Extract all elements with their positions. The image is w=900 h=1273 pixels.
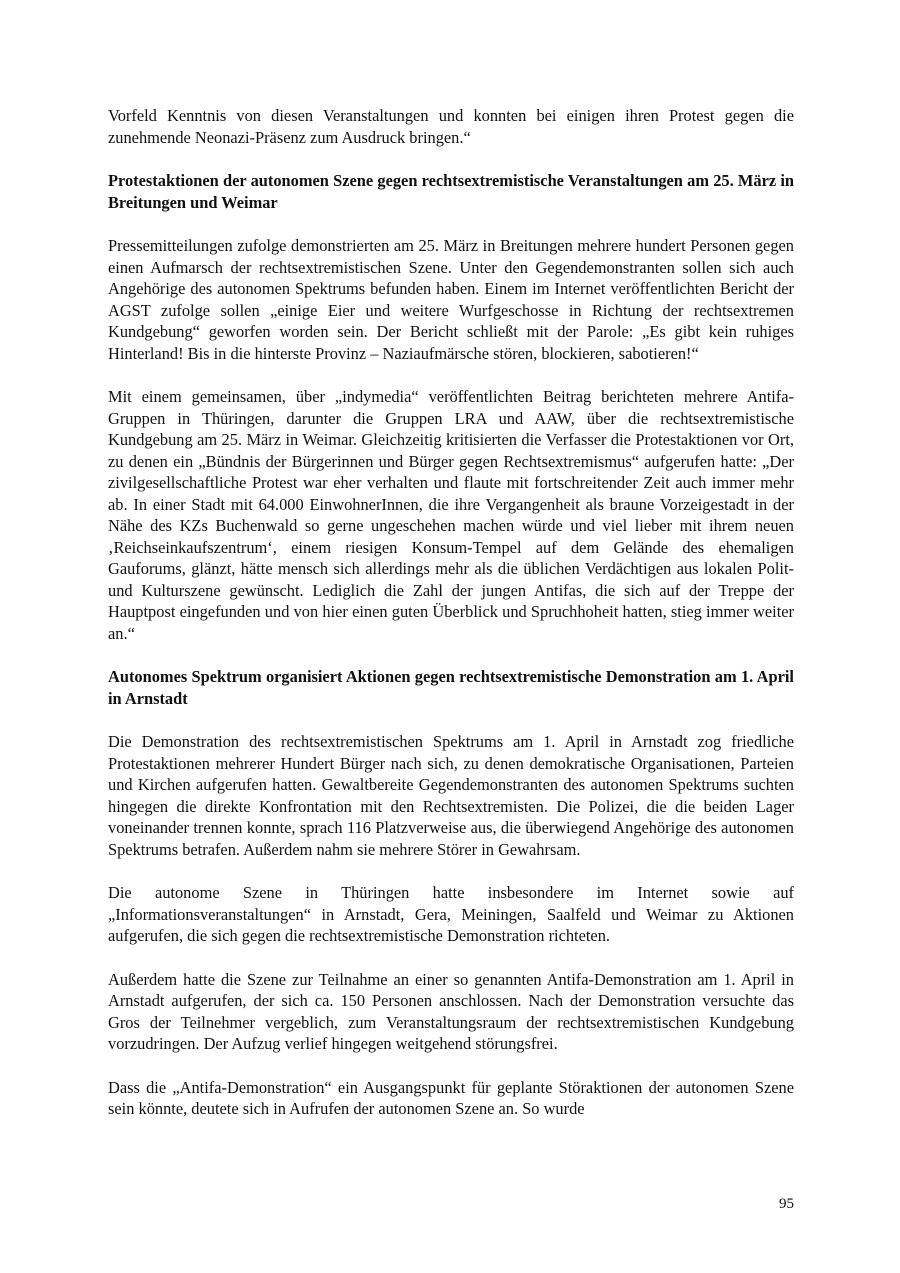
paragraph-arnstadt-protests: Die Demonstration des rechtsextremistischen Spektrums am 1. April in Arnstadt zog friedliche Protestaktionen mehrerer Hundert Bürger nach sich, zu denen demokratische Organisationen, Parteien und Kirchen aufgerufen hatten. Gewaltbereite Gegendemonstranten des autonomen Spektrums suchten hingegen die direkte Konfrontation mit den Rechtsextremisten. Die Polizei, die die beiden Lager voneinander trennen konnte, sprach 116 Platzverweise aus, die überwiegend Angehörige des autonomen Spektrums betrafen. Außerdem nahm sie mehrere Störer in Gewahrsam. — [108, 732, 794, 859]
paragraph-arnstadt-calls: Die autonome Szene in Thüringen hatte insbesondere im Internet sowie auf „Informationsveranstaltungen“ in Arnstadt, Gera, Meiningen, Saalfeld und Weimar zu Aktionen aufgerufen, die sich gegen die rechtsextremistische Demonstration richteten. — [108, 883, 794, 945]
paragraph-disruption-plans: Dass die „Antifa-Demonstration“ ein Ausgangspunkt für geplante Störaktionen der autonomen Szene sein könnte, deutete sich in Aufrufen der autonomen Szene an. So wurde — [108, 1077, 794, 1118]
paragraph-continuation: Vorfeld Kenntnis von diesen Veranstaltungen und konnten bei einigen ihren Protest gegen die zunehmende Neonazi-Präsenz zum Ausdruck bringen.“ — [108, 106, 794, 147]
section-heading-arnstadt: Autonomes Spektrum organisiert Aktionen gegen rechtsextremistische Demonstration am 1. April in Arnstadt — [108, 667, 794, 708]
document-page — [108, 105, 794, 1142]
page-number: 95 — [779, 1196, 794, 1212]
paragraph-weimar: Mit einem gemeinsamen, über „indymedia“ veröffentlichten Beitrag berichteten mehrere Antifa-Gruppen in Thüringen, darunter die Gruppen LRA und AAW, über die rechtsextremistische Kundgebung am 25. März in Weimar. Gleichzeitig kritisierten die Verfasser die Protestaktionen vor Ort, zu denen ein „Bündnis der Bürgerinnen und Bürger gegen Rechtsextremismus“ aufgerufen hatte: „Der zivilgesellschaftliche Protest war eher verhalten und flaute mit fortschreitender Zeit auch immer mehr ab. In einer Stadt mit 64.000 EinwohnerInnen, die ihre Vergangenheit als braune Vorzeigestadt in der Nähe des KZs Buchenwald so gerne ungeschehen machen würde und viel lieber mit ihrem neuen ‚Reichseinkaufszentrum‘, einem riesigen Konsum-Tempel auf dem Gelände des ehemaligen Gauforums, glänzt, hätte mensch sich allerdings mehr als die üblichen Verdächtigen aus lokalen Polit- und Kulturszene gewünscht. Lediglich die Zahl der jungen Antifas, die sich auf der Treppe der Hauptpost eingefunden und von hier einen guten Überblick und Spruchhoheit hatten, stieg immer weiter an.“ — [108, 387, 794, 643]
paragraph-breitungen: Pressemitteilungen zufolge demonstrierten am 25. März in Breitungen mehrere hundert Personen gegen einen Aufmarsch der rechtsextremistischen Szene. Unter den Gegendemonstranten sollen sich auch Angehörige des autonomen Spektrums befunden haben. Einem im Internet veröffentlichten Bericht der AGST zufolge sollen „einige Eier und weitere Wurfgeschosse in Richtung der rechtsextremen Kundgebung“ geworfen worden sein. Der Bericht schließt mit der Parole: „Es gibt kein ruhiges Hinterland! Bis in die hinterste Provinz – Naziaufmärsche stören, blockieren, sabotieren!“ — [108, 236, 794, 363]
section-heading-breitungen-weimar: Protestaktionen der autonomen Szene gegen rechtsextremistische Veranstaltungen am 25. März in Breitungen und Weimar — [108, 171, 794, 212]
paragraph-antifa-demonstration: Außerdem hatte die Szene zur Teilnahme an einer so genannten Antifa-Demonstration am 1. April in Arnstadt aufgerufen, der sich ca. 150 Personen anschlossen. Nach der Demonstration versuchte das Gros der Teilnehmer vergeblich, zum Veranstaltungsraum der rechtsextremistischen Kundgebung vorzudringen. Der Aufzug verlief hingegen weitgehend störungsfrei. — [108, 969, 794, 1053]
